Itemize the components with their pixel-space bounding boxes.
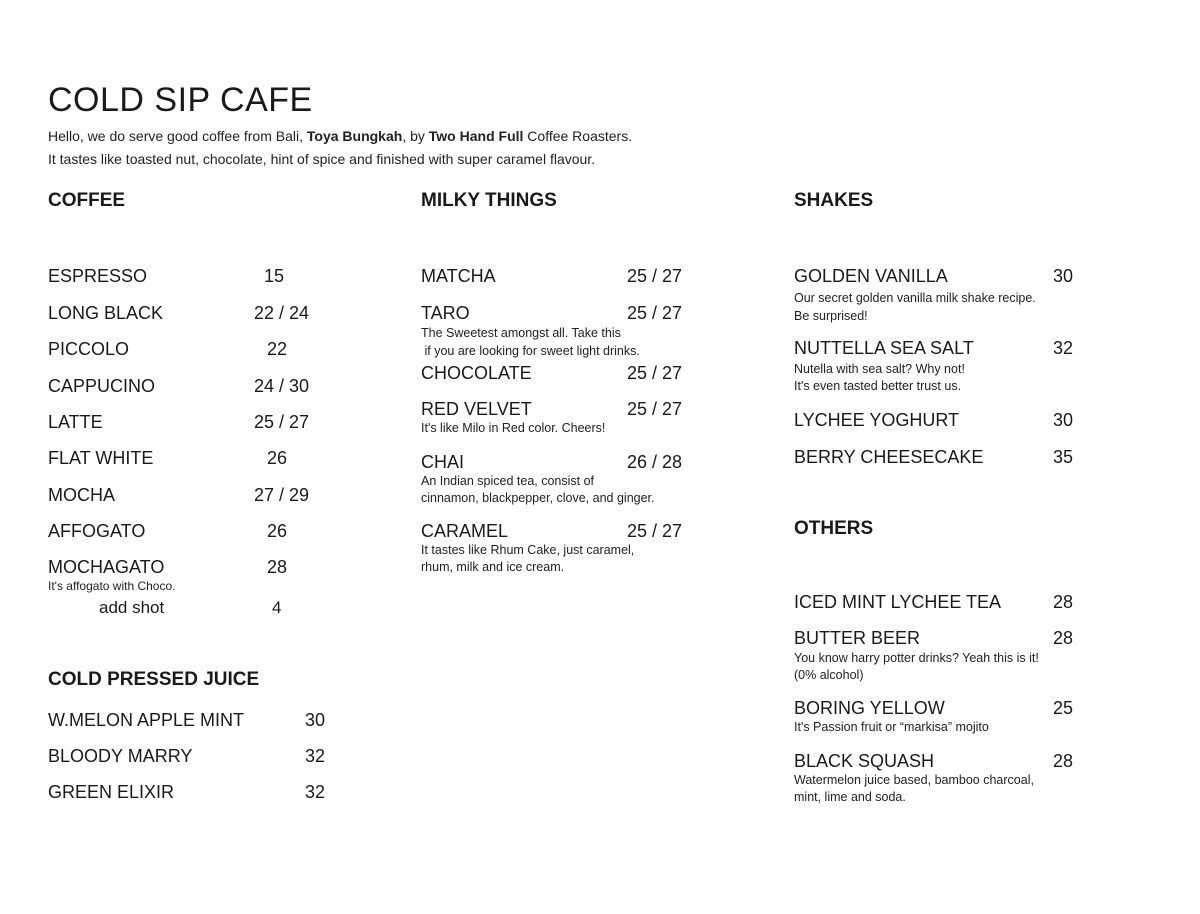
menu-item-price: 15 (264, 266, 285, 286)
menu-item-price: 24 / 30 (254, 376, 310, 396)
menu-item-price: 25 / 27 (627, 363, 683, 383)
intro-line-1: Hello, we do serve good coffee from Bali, Toya Bungkah, by Two Hand Full Coffee Roasters. (48, 128, 633, 144)
menu-item-description: An Indian spiced tea, consist of (421, 474, 595, 488)
menu-item-description: rhum, milk and ice cream. (421, 560, 565, 574)
menu-item-description: mint, lime and soda. (794, 790, 906, 804)
intro-line-2: It tastes like toasted nut, chocolate, hint of spice and finished with super caramel flavour. (48, 151, 596, 167)
menu-item-description: Be surprised! (794, 309, 868, 323)
menu-item-description: The Sweetest amongst all. Take this (421, 326, 621, 340)
menu-item-price: 30 (1053, 410, 1074, 430)
menu-item-name: NUTTELLA SEA SALT (794, 338, 974, 358)
menu-item-name: GREEN ELIXIR (48, 782, 175, 802)
menu-item-price: 28 (1053, 628, 1074, 648)
menu-item-name: AFFOGATO (48, 521, 146, 541)
menu-item-description: It tastes like Rhum Cake, just caramel, (421, 543, 635, 557)
menu-item-price: 28 (267, 557, 288, 577)
menu-item-description: if you are looking for sweet light drinks. (421, 344, 640, 358)
menu-item-name: ICED MINT LYCHEE TEA (794, 592, 1002, 612)
menu-item-description: It's even tasted better trust us. (794, 379, 962, 393)
add-shot-label: add shot (99, 598, 165, 617)
menu-item-description: It's affogato with Choco. (48, 579, 176, 593)
menu-item-name: CARAMEL (421, 521, 509, 541)
menu-item-price: 30 (1053, 266, 1074, 286)
menu-item-price: 35 (1053, 447, 1074, 467)
menu-item-price: 25 / 27 (627, 521, 683, 541)
section-heading-coffee: COFFEE (48, 190, 126, 211)
menu-item-name: CHAI (421, 452, 465, 472)
section-heading-milky: MILKY THINGS (421, 190, 557, 211)
menu-item-price: 32 (305, 746, 326, 766)
page-title: COLD SIP CAFE (48, 81, 313, 119)
menu-item-name: CHOCOLATE (421, 363, 532, 383)
menu-item-name: LATTE (48, 412, 103, 432)
menu-item-description: Watermelon juice based, bamboo charcoal, (794, 773, 1034, 787)
menu-item-name: TARO (421, 303, 470, 323)
menu-item-name: BORING YELLOW (794, 698, 945, 718)
menu-item-description: It's Passion fruit or “markisa” mojito (794, 720, 989, 734)
menu-item-name: BLOODY MARRY (48, 746, 193, 766)
menu-item-name: MOCHAGATO (48, 557, 165, 577)
menu-item-name: MATCHA (421, 266, 496, 286)
menu-item-name: CAPPUCINO (48, 376, 156, 396)
add-shot-price: 4 (272, 598, 282, 617)
intro-text (48, 125, 632, 171)
menu-item-description: Nutella with sea salt? Why not! (794, 362, 965, 376)
menu-item-name: W.MELON APPLE MINT (48, 710, 245, 730)
menu-item-price: 25 / 27 (254, 412, 310, 432)
menu-item-price: 22 / 24 (254, 303, 310, 323)
menu-item-price: 32 (305, 782, 326, 802)
menu-item-name: FLAT WHITE (48, 448, 154, 468)
menu-item-description: cinnamon, blackpepper, clove, and ginger. (421, 491, 655, 505)
section-heading-others: OTHERS (794, 518, 874, 539)
section-heading-juice: COLD PRESSED JUICE (48, 669, 260, 690)
menu-item-price: 32 (1053, 338, 1074, 358)
menu-item-price: 25 / 27 (627, 303, 683, 323)
menu-item-price: 22 (267, 339, 288, 359)
menu-item-price: 26 (267, 521, 288, 541)
menu-item-name: PICCOLO (48, 339, 130, 359)
menu-item-price: 25 / 27 (627, 399, 683, 419)
menu-item-name: ESPRESSO (48, 266, 148, 286)
menu-item-name: BERRY CHEESECAKE (794, 447, 984, 467)
menu-item-price: 27 / 29 (254, 485, 310, 505)
menu-item-name: BUTTER BEER (794, 628, 921, 648)
menu-item-name: MOCHA (48, 485, 115, 505)
menu-item-price: 30 (305, 710, 326, 730)
menu-item-price: 25 / 27 (627, 266, 683, 286)
menu-item-name: RED VELVET (421, 399, 532, 419)
menu-item-name: LYCHEE YOGHURT (794, 410, 960, 430)
menu-item-price: 28 (1053, 592, 1074, 612)
section-heading-shakes: SHAKES (794, 190, 874, 211)
menu-item-description: Our secret golden vanilla milk shake recipe. (794, 291, 1036, 305)
menu-item-description: You know harry potter drinks? Yeah this is it! (794, 651, 1039, 665)
menu-item-description: (0% alcohol) (794, 668, 864, 682)
menu-item-description: It's like Milo in Red color. Cheers! (421, 421, 606, 435)
menu-item-price: 26 / 28 (627, 452, 683, 472)
menu-item-name: LONG BLACK (48, 303, 164, 323)
menu-item-price: 28 (1053, 751, 1074, 771)
menu-item-price: 25 (1053, 698, 1074, 718)
menu-item-name: BLACK SQUASH (794, 751, 935, 771)
menu-item-name: GOLDEN VANILLA (794, 266, 948, 286)
menu-item-price: 26 (267, 448, 288, 468)
